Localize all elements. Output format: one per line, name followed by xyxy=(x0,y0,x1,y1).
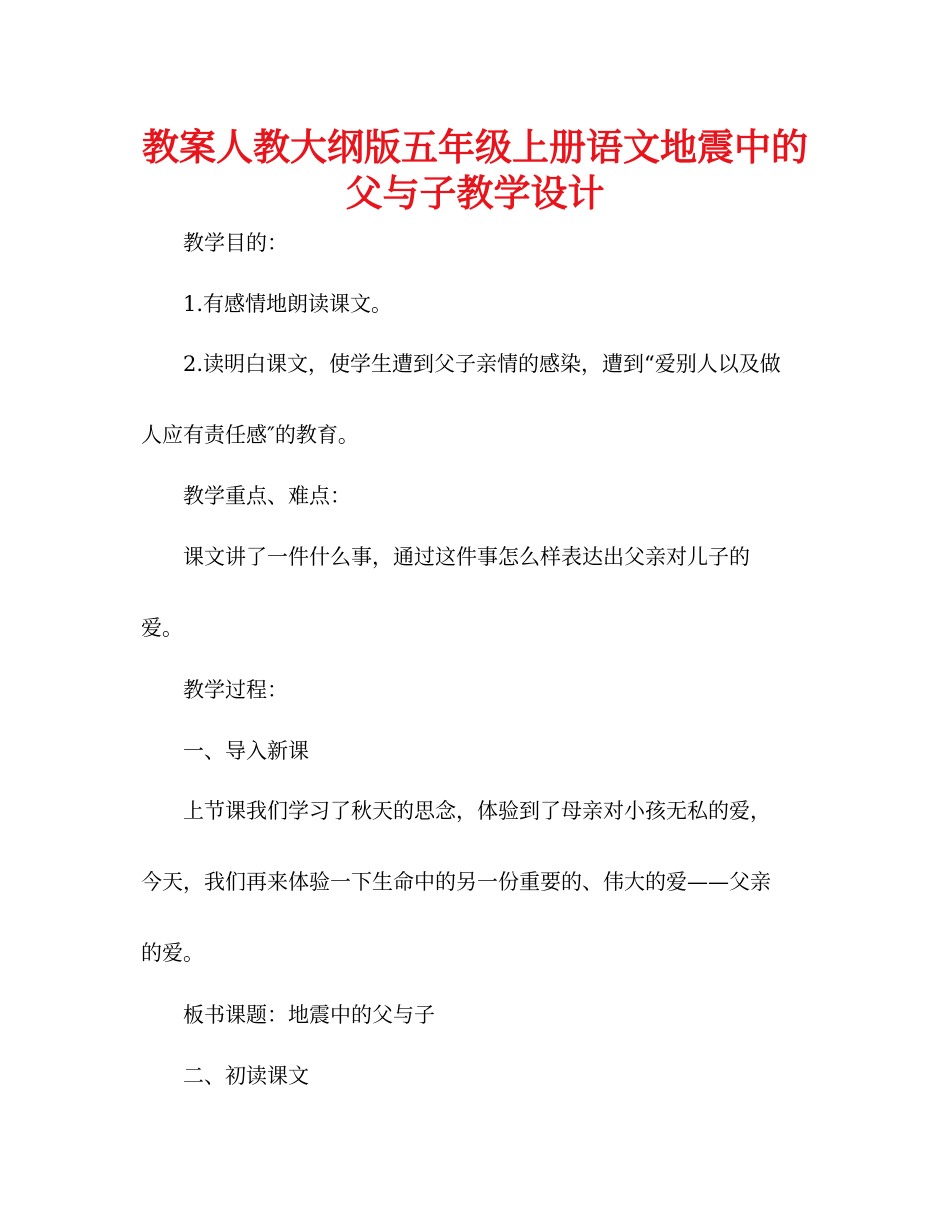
introduction-paragraph-line-3: 的爱。 xyxy=(141,941,204,965)
board-title-line: 板书课题：地震中的父与子 xyxy=(183,1003,435,1027)
objective-item-1: 1.有感情地朗读课文。 xyxy=(183,292,393,316)
step-heading-first-reading: 二、初读课文 xyxy=(183,1064,309,1088)
introduction-paragraph: 上节课我们学习了秋天的思念，体验到了母亲对小孩无私的爱， xyxy=(183,799,771,823)
section-heading-key-points: 教学重点、难点： xyxy=(183,484,351,508)
step-heading-introduction: 一、导入新课 xyxy=(183,739,309,763)
document-title-line-1: 教案人教大纲版五年级上册语文地震中的 xyxy=(142,126,808,169)
document-title-line-2: 父与子教学设计 xyxy=(345,172,605,215)
section-heading-objectives: 教学目的： xyxy=(183,231,288,255)
objective-item-2-continued: 人应有责任感″的教育。 xyxy=(141,423,359,447)
key-points-paragraph-continued: 爱。 xyxy=(141,616,183,640)
key-points-paragraph: 课文讲了一件什么事，通过这件事怎么样表达出父亲对儿子的 xyxy=(183,545,750,569)
objective-item-2: 2.读明白课文，使学生遭到父子亲情的感染，遭到“爱别人以及做 xyxy=(183,352,781,376)
section-heading-process: 教学过程： xyxy=(183,678,288,702)
introduction-paragraph-line-2: 今天，我们再来体验一下生命中的另一份重要的、伟大的爱——父亲 xyxy=(141,870,771,894)
